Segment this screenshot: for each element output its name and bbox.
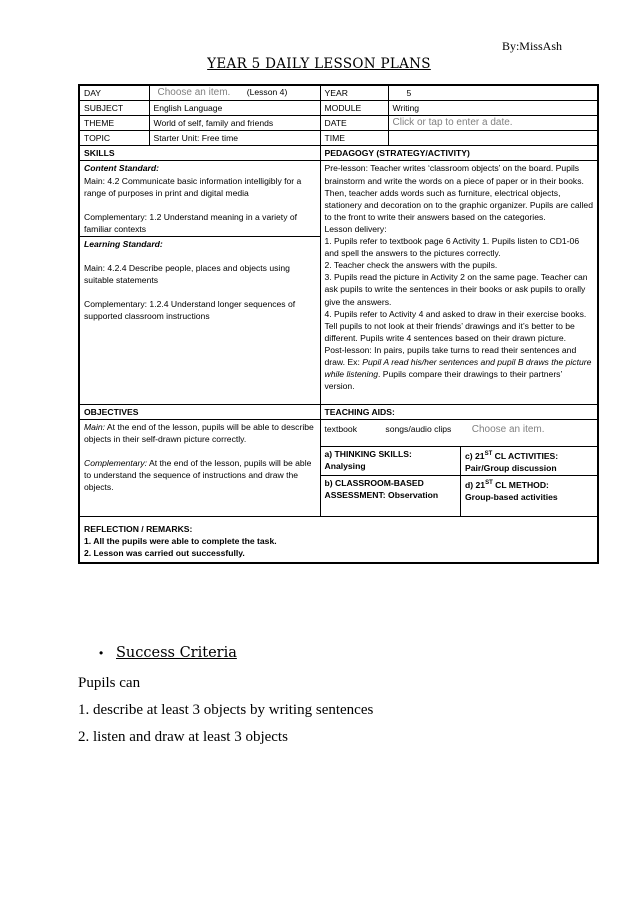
delivery-step-1: 1. Pupils refer to textbook page 6 Activity 1. Pupils listen to CD1-06 and spell the answers to the pictures correctly. xyxy=(324,236,580,259)
cl-activities-value: Pair/Group discussion xyxy=(465,462,557,473)
content-standard-heading: Content Standard: xyxy=(84,163,159,174)
row-reflection xyxy=(79,517,598,564)
reflection-cell xyxy=(79,517,598,564)
pre-lesson: Pre-lesson: Teacher writes ‘classroom objects’ on the board. Pupils brainstorm and write the words on a piece of paper or in their books. Then, teacher adds words such as furniture, electrical objects, stationery and decoration on to the graphic organizer. Pupils are called to the front to write their answers based on the categories. xyxy=(324,163,593,222)
row-objectives-header xyxy=(79,404,598,419)
post-lesson-example: Pupil A read his/her sentences and pupil B draws the picture while listening xyxy=(324,356,592,380)
cl-method-cell: d) 21ST CL METHOD: Group-based activities xyxy=(461,476,598,517)
day-dropdown[interactable]: Choose an item. xyxy=(157,87,231,98)
row-content-standard xyxy=(79,161,598,236)
lesson-delivery-label: Lesson delivery: xyxy=(324,223,387,234)
date-cell xyxy=(388,116,598,131)
time-value xyxy=(388,131,598,146)
year-value: 5 xyxy=(388,85,598,101)
pedagogy-heading: PEDAGOGY (STRATEGY/ACTIVITY) xyxy=(320,146,598,161)
objectives-heading: OBJECTIVES xyxy=(79,404,320,419)
date-label: DATE xyxy=(320,116,388,131)
theme-value: World of self, family and friends xyxy=(149,116,320,131)
topic-value: Starter Unit: Free time xyxy=(149,131,320,146)
subject-label: SUBJECT xyxy=(79,101,149,116)
cl-activities-cell: c) 21ST CL ACTIVITIES: Pair/Group discussion xyxy=(461,447,598,476)
assessment-value: ASSESSMENT: Observation xyxy=(324,490,439,501)
module-value: Writing xyxy=(388,101,598,116)
teaching-aids-heading: TEACHING AIDS: xyxy=(320,404,598,419)
objective-main: Main: At the end of the lesson, pupils will be able to describe objects in their self-drawn picture correctly. xyxy=(84,422,314,445)
row-theme xyxy=(79,116,598,131)
post-lesson: Post-lesson: In pairs, pupils take turns to read their sentences and draw. Ex: Pupil A read his/her sentences and pupil B draws the picture while listening. Pupils compare their drawings to their partners’ version. xyxy=(324,344,592,392)
objectives-cell xyxy=(79,420,320,517)
delivery-step-3: 3. Pupils read the picture in Activity 2 on the same page. Teacher can ask pupils to write the sentences in their books or ask pupils to orally give the answers. xyxy=(324,272,588,307)
topic-label: TOPIC xyxy=(79,131,149,146)
delivery-step-2: 2. Teacher check the answers with the pupils. xyxy=(324,260,498,271)
module-label: MODULE xyxy=(320,101,388,116)
document-title: YEAR 5 DAILY LESSON PLANS xyxy=(207,56,431,72)
subject-value: English Language xyxy=(149,101,320,116)
activities-grid xyxy=(321,446,598,516)
day-cell xyxy=(149,85,320,101)
time-label: TIME xyxy=(320,131,388,146)
theme-label: THEME xyxy=(79,116,149,131)
lesson-plan-table xyxy=(78,84,599,564)
reflection-line-1: 1. All the pupils were able to complete the task. xyxy=(84,536,277,547)
bullet-icon: • xyxy=(99,646,104,660)
success-criteria-heading: Success Criteria xyxy=(116,645,237,661)
reflection-heading: REFLECTION / REMARKS: xyxy=(84,524,193,535)
success-item-2: 2. listen and draw at least 3 objects xyxy=(78,729,288,745)
reflection-line-2: 2. Lesson was carried out successfully. xyxy=(84,548,245,559)
row-objectives xyxy=(79,420,598,517)
thinking-skills-cell: a) THINKING SKILLS: Analysing xyxy=(321,447,461,476)
row-subject xyxy=(79,101,598,116)
date-picker[interactable]: Click or tap to enter a date. xyxy=(392,117,513,129)
lesson-number: (Lesson 4) xyxy=(246,87,288,97)
aid-songs: songs/audio clips xyxy=(385,424,452,435)
success-item-1: 1. describe at least 3 objects by writing sentences xyxy=(78,702,374,718)
row-topic xyxy=(79,131,598,146)
author-credit: By:MissAsh xyxy=(501,39,562,53)
content-standard-complementary: Complementary: 1.2 Understand meaning in a variety of familiar contexts xyxy=(84,211,298,234)
thinking-skills-value: Analysing xyxy=(324,461,366,472)
pedagogy-cell xyxy=(320,161,598,404)
skills-heading: SKILLS xyxy=(79,146,320,161)
row-skills-header xyxy=(79,146,598,161)
delivery-step-4: 4. Pupils refer to Activity 4 and asked to draw in their exercise books. Tell pupils to not look at their friends’ drawings and it’s better to be different. Pupils write 4 sentences based on their drawn picture. xyxy=(324,308,587,343)
objective-complementary: Complementary: At the end of the lesson, pupils will be able to understand the sequence of instructions and draw the objects. xyxy=(84,458,312,493)
success-intro: Pupils can xyxy=(78,675,141,691)
content-standard-main: Main: 4.2 Communicate basic information intelligibly for a range of purposes in print and digital media xyxy=(84,175,302,198)
learning-standard-cell xyxy=(79,236,320,404)
aids-activities-cell xyxy=(320,420,598,517)
day-label: DAY xyxy=(79,85,149,101)
row-day xyxy=(79,85,598,101)
content-standard-cell xyxy=(79,161,320,236)
learning-standard-main: Main: 4.2.4 Describe people, places and objects using suitable statements xyxy=(84,263,290,286)
aid-dropdown[interactable]: Choose an item. xyxy=(471,424,545,436)
year-label: YEAR xyxy=(320,85,388,101)
assessment-cell: b) CLASSROOM-BASED ASSESSMENT: Observation xyxy=(321,476,461,517)
learning-standard-complementary: Complementary: 1.2.4 Understand longer sequences of supported classroom instructions xyxy=(84,299,296,322)
aid-textbook: textbook xyxy=(324,424,357,435)
teaching-aids-list xyxy=(321,420,598,446)
cl-method-value: Group-based activities xyxy=(465,492,558,503)
learning-standard-heading: Learning Standard: xyxy=(84,238,163,249)
